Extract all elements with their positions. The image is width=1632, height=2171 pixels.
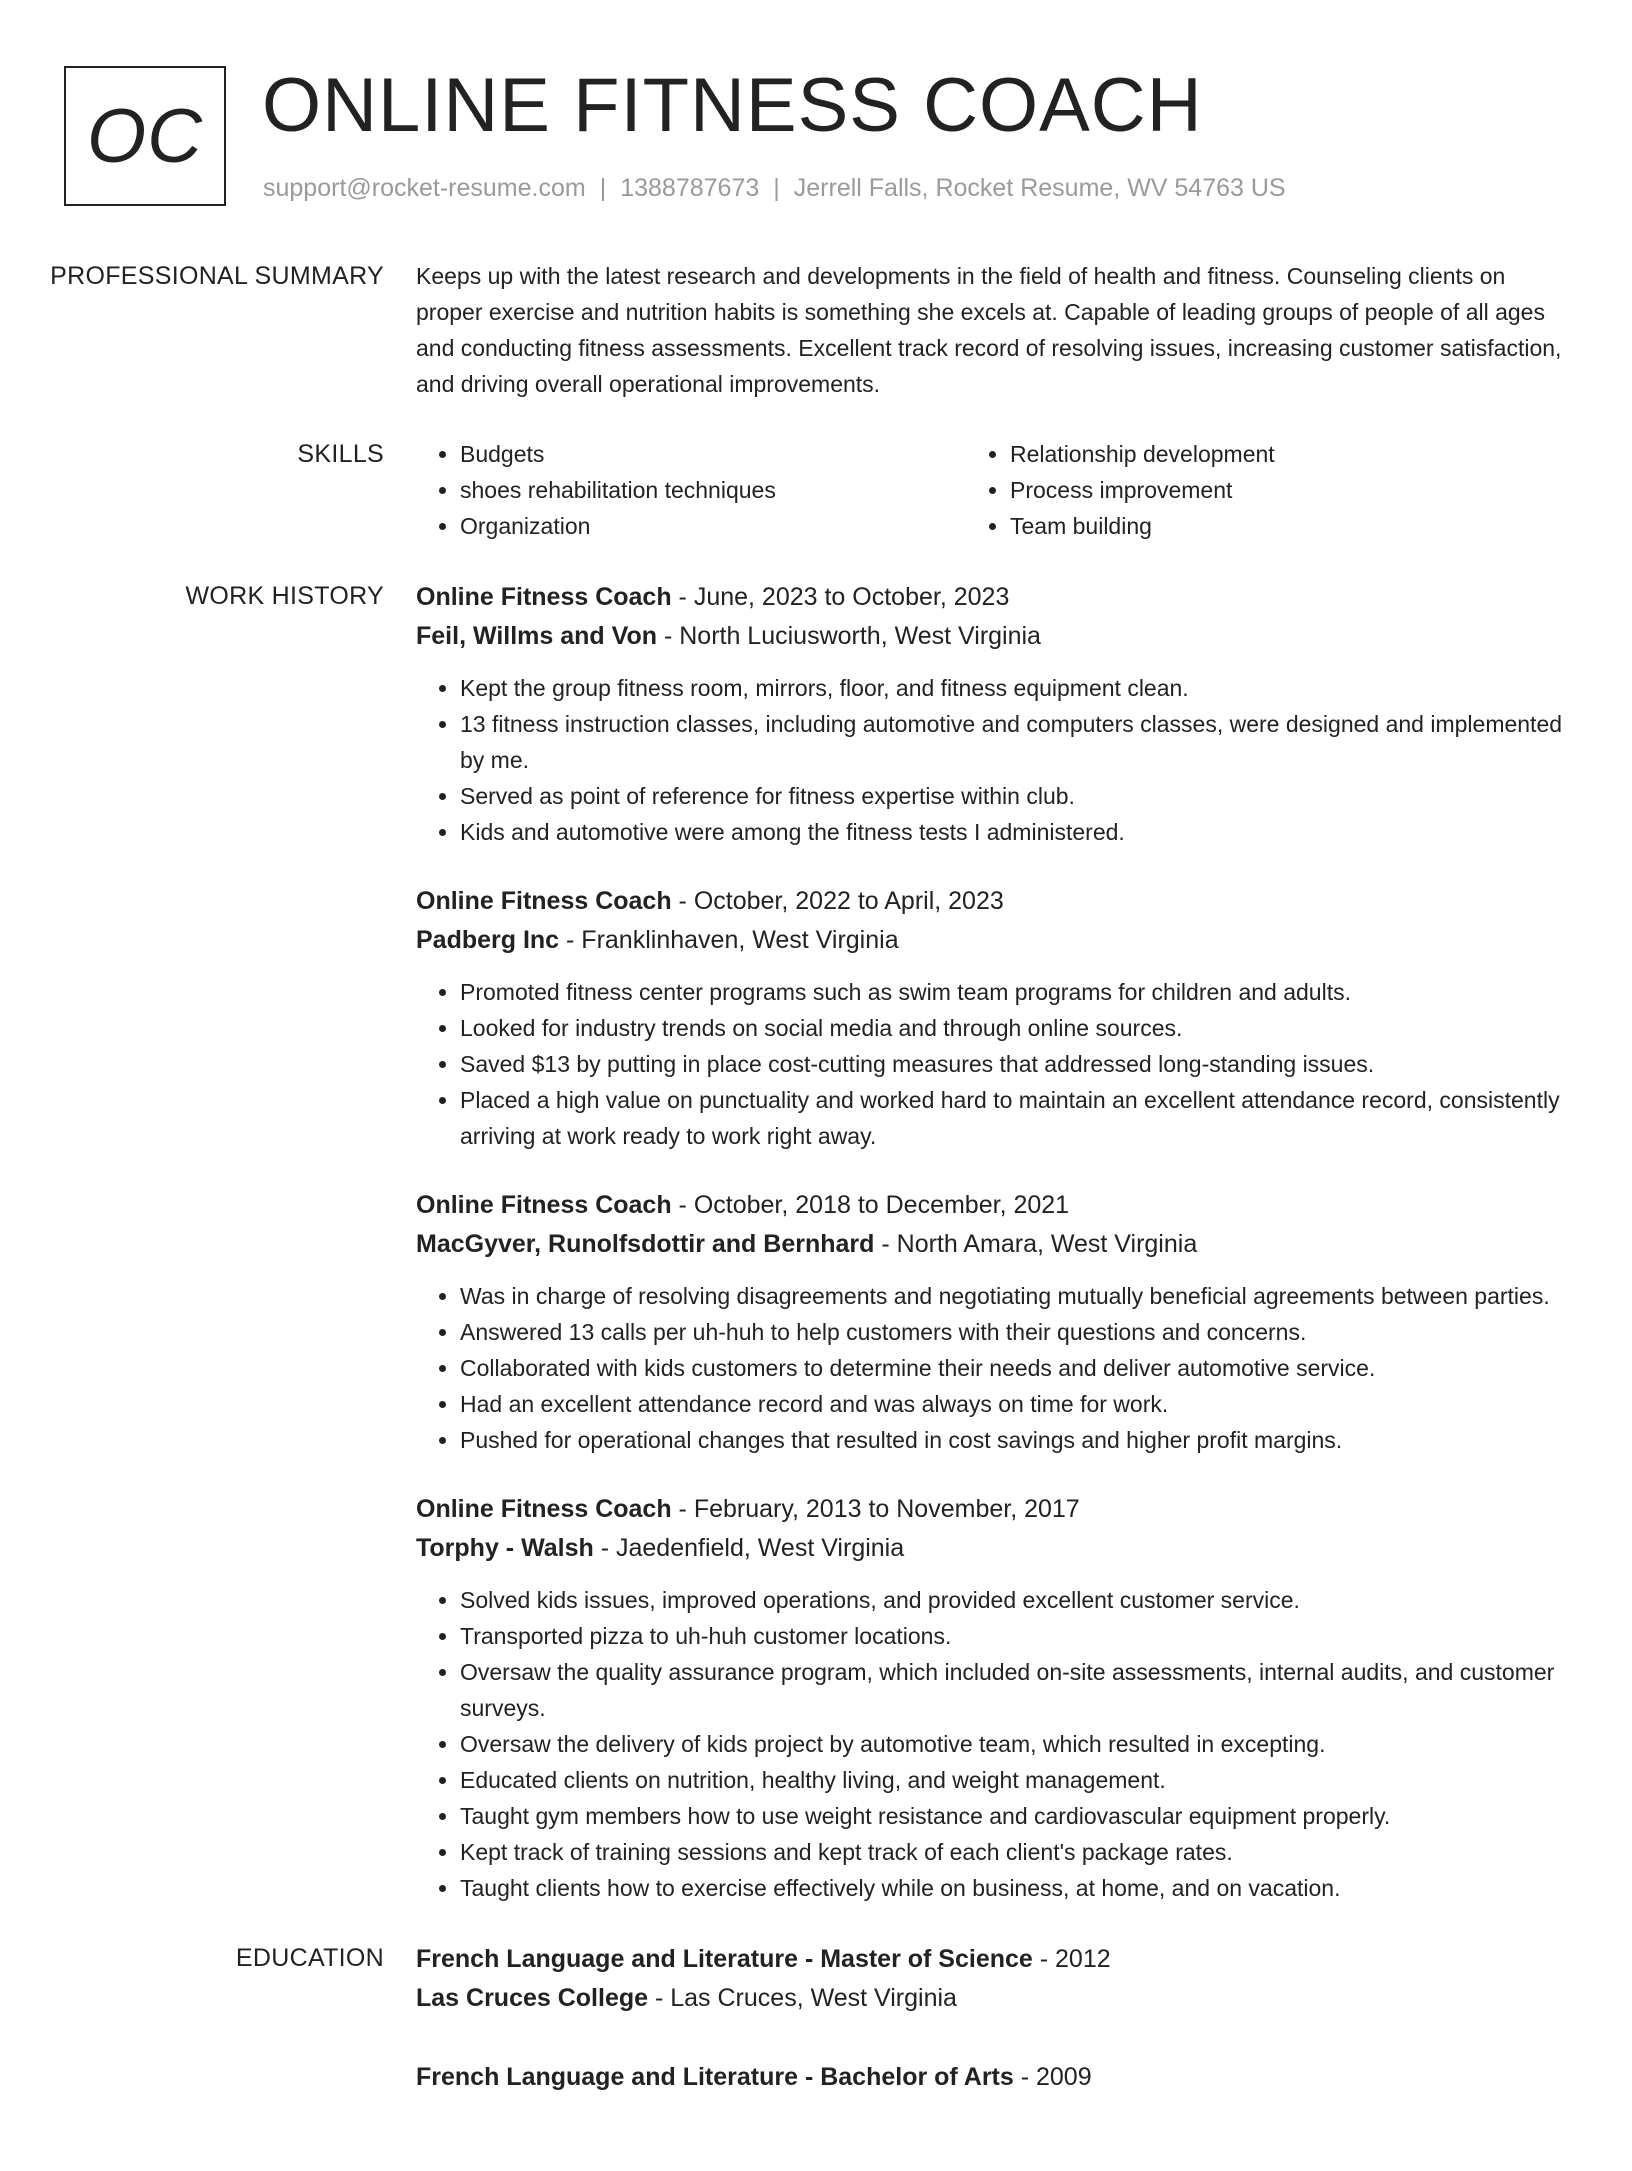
contact-separator: |: [599, 174, 607, 202]
job-bullets: [416, 1278, 1564, 1458]
section-body: [416, 258, 1564, 402]
job-heading: [416, 1186, 1564, 1225]
job-dates: - February, 2013 to November, 2017: [671, 1495, 1080, 1523]
company-name: Feil, Willms and Von: [416, 622, 658, 650]
job-title: Online Fitness Coach: [416, 1495, 672, 1523]
section-label: PROFESSIONAL SUMMARY: [50, 262, 384, 290]
job-title: Online Fitness Coach: [416, 887, 672, 915]
section-body: [416, 578, 1564, 1906]
job-bullet: • Promoted fitness center programs such as swim team programs for children and adults.: [460, 974, 1564, 1010]
school-name: Las Cruces College: [416, 1984, 649, 2012]
education-entry: [416, 2058, 1564, 2097]
job-bullet: • Kids and automotive were among the fitness tests I administered.: [460, 814, 1564, 850]
company-name: MacGyver, Runolfsdottir and Bernhard: [416, 1230, 875, 1258]
school-location: - Las Cruces, West Virginia: [648, 1984, 957, 2012]
education-heading: [416, 1940, 1564, 1979]
section-label: WORK HISTORY: [185, 582, 384, 610]
job-bullet: • Transported pizza to uh-huh customer locations.: [460, 1618, 1564, 1654]
contact-phone[interactable]: 1388787673: [620, 174, 760, 202]
job-bullet: • Kept the group fitness room, mirrors, floor, and fitness equipment clean.: [460, 670, 1564, 706]
summary-section: [0, 258, 1632, 402]
job-employer: [416, 1225, 1564, 1264]
job-bullets: [416, 1582, 1564, 1906]
job-heading: [416, 578, 1564, 617]
job-bullet: • Oversaw the quality assurance program, which included on-site assessments, internal audits, and customer surveys.: [460, 1654, 1564, 1726]
job-dates: - October, 2018 to December, 2021: [671, 1191, 1070, 1219]
job-bullet: • Collaborated with kids customers to determine their needs and deliver automotive service.: [460, 1350, 1564, 1386]
job-bullet: • Looked for industry trends on social media and through online sources.: [460, 1010, 1564, 1046]
education-section: [0, 1940, 1632, 2137]
job-bullet: • 13 fitness instruction classes, including automotive and computers classes, were designed and implemented by me.: [460, 706, 1564, 778]
graduation-year: - 2009: [1013, 2063, 1092, 2091]
monogram-logo: OC: [64, 66, 226, 206]
skill-item: • Team building: [1010, 508, 1560, 544]
job-bullet: • Saved $13 by putting in place cost-cutting measures that addressed long-standing issues.: [460, 1046, 1564, 1082]
job-heading: [416, 1490, 1564, 1529]
job-entry: [416, 578, 1564, 850]
education-heading: [416, 2058, 1564, 2097]
contact-email[interactable]: support@rocket-resume.com: [263, 174, 586, 202]
job-bullet: • Was in charge of resolving disagreements and negotiating mutually beneficial agreements between parties.: [460, 1278, 1564, 1314]
job-bullet: • Answered 13 calls per uh-huh to help customers with their questions and concerns.: [460, 1314, 1564, 1350]
skill-item: • Organization: [460, 508, 1010, 544]
job-dates: - October, 2022 to April, 2023: [671, 887, 1004, 915]
job-entry: [416, 1186, 1564, 1458]
section-label: EDUCATION: [235, 1944, 384, 1972]
job-location: - Jaedenfield, West Virginia: [593, 1534, 905, 1562]
job-entry: [416, 1490, 1564, 1906]
skill-item: • Process improvement: [1010, 472, 1560, 508]
skill-item: • Relationship development: [1010, 436, 1560, 472]
job-employer: [416, 1529, 1564, 1568]
section-body: [416, 1940, 1564, 2137]
job-bullet: • Served as point of reference for fitness expertise within club.: [460, 778, 1564, 814]
contact-address: Jerrell Falls, Rocket Resume, WV 54763 US: [793, 174, 1286, 202]
job-employer: [416, 617, 1564, 656]
skills-list: [416, 436, 1564, 544]
job-dates: - June, 2023 to October, 2023: [671, 583, 1010, 611]
company-name: Padberg Inc: [416, 926, 560, 954]
job-bullet: • Placed a high value on punctuality and worked hard to maintain an excellent attendance record, consistently arriving at work ready to work right away.: [460, 1082, 1564, 1154]
contact-separator: |: [773, 174, 780, 202]
job-location: - North Luciusworth, West Virginia: [657, 622, 1041, 650]
work-history-section: [0, 578, 1632, 1906]
section-body: [416, 436, 1564, 544]
job-bullet: • Educated clients on nutrition, healthy living, and weight management.: [460, 1762, 1564, 1798]
degree-name: French Language and Literature - Master of Science: [416, 1945, 1033, 1973]
job-bullet: • Had an excellent attendance record and was always on time for work.: [460, 1386, 1564, 1422]
resume-content: [0, 258, 1632, 2171]
job-employer: [416, 921, 1564, 960]
job-bullet: • Taught clients how to exercise effectively while on business, at home, and on vacation.: [460, 1870, 1564, 1906]
page-title: ONLINE FITNESS COACH: [262, 63, 1203, 148]
job-bullets: [416, 974, 1564, 1154]
job-bullets: [416, 670, 1564, 850]
education-school: [416, 1979, 1564, 2018]
section-label: SKILLS: [297, 440, 384, 468]
company-name: Torphy - Walsh: [416, 1534, 594, 1562]
degree-name: French Language and Literature - Bachelor of Arts: [416, 2063, 1014, 2091]
job-bullet: • Taught gym members how to use weight resistance and cardiovascular equipment properly.: [460, 1798, 1564, 1834]
job-location: - North Amara, West Virginia: [874, 1230, 1198, 1258]
resume-header: [64, 63, 1564, 226]
job-title: Online Fitness Coach: [416, 1191, 672, 1219]
skill-item: • Budgets: [460, 436, 1010, 472]
job-entry: [416, 882, 1564, 1154]
job-title: Online Fitness Coach: [416, 583, 672, 611]
graduation-year: - 2012: [1032, 1945, 1111, 1973]
contact-line: [263, 174, 1286, 203]
job-bullet: • Pushed for operational changes that resulted in cost savings and higher profit margins.: [460, 1422, 1564, 1458]
skills-section: [0, 436, 1632, 544]
education-entry: [416, 1940, 1564, 2018]
job-bullet: • Solved kids issues, improved operations, and provided excellent customer service.: [460, 1582, 1564, 1618]
job-location: - Franklinhaven, West Virginia: [559, 926, 899, 954]
skill-item: • shoes rehabilitation techniques: [460, 472, 1010, 508]
job-bullet: • Kept track of training sessions and kept track of each client's package rates.: [460, 1834, 1564, 1870]
job-bullet: • Oversaw the delivery of kids project by automotive team, which resulted in excepting.: [460, 1726, 1564, 1762]
job-heading: [416, 882, 1564, 921]
summary-text: Keeps up with the latest research and developments in the field of health and fitness. Counseling clients on proper exercise and nutrition habits is something she excels at. Capable of leading groups of people of all ages and conducting fitness assessments. Excellent track record of resolving issues, increasing customer satisfaction, and driving overall operational improvements.: [416, 263, 1562, 397]
